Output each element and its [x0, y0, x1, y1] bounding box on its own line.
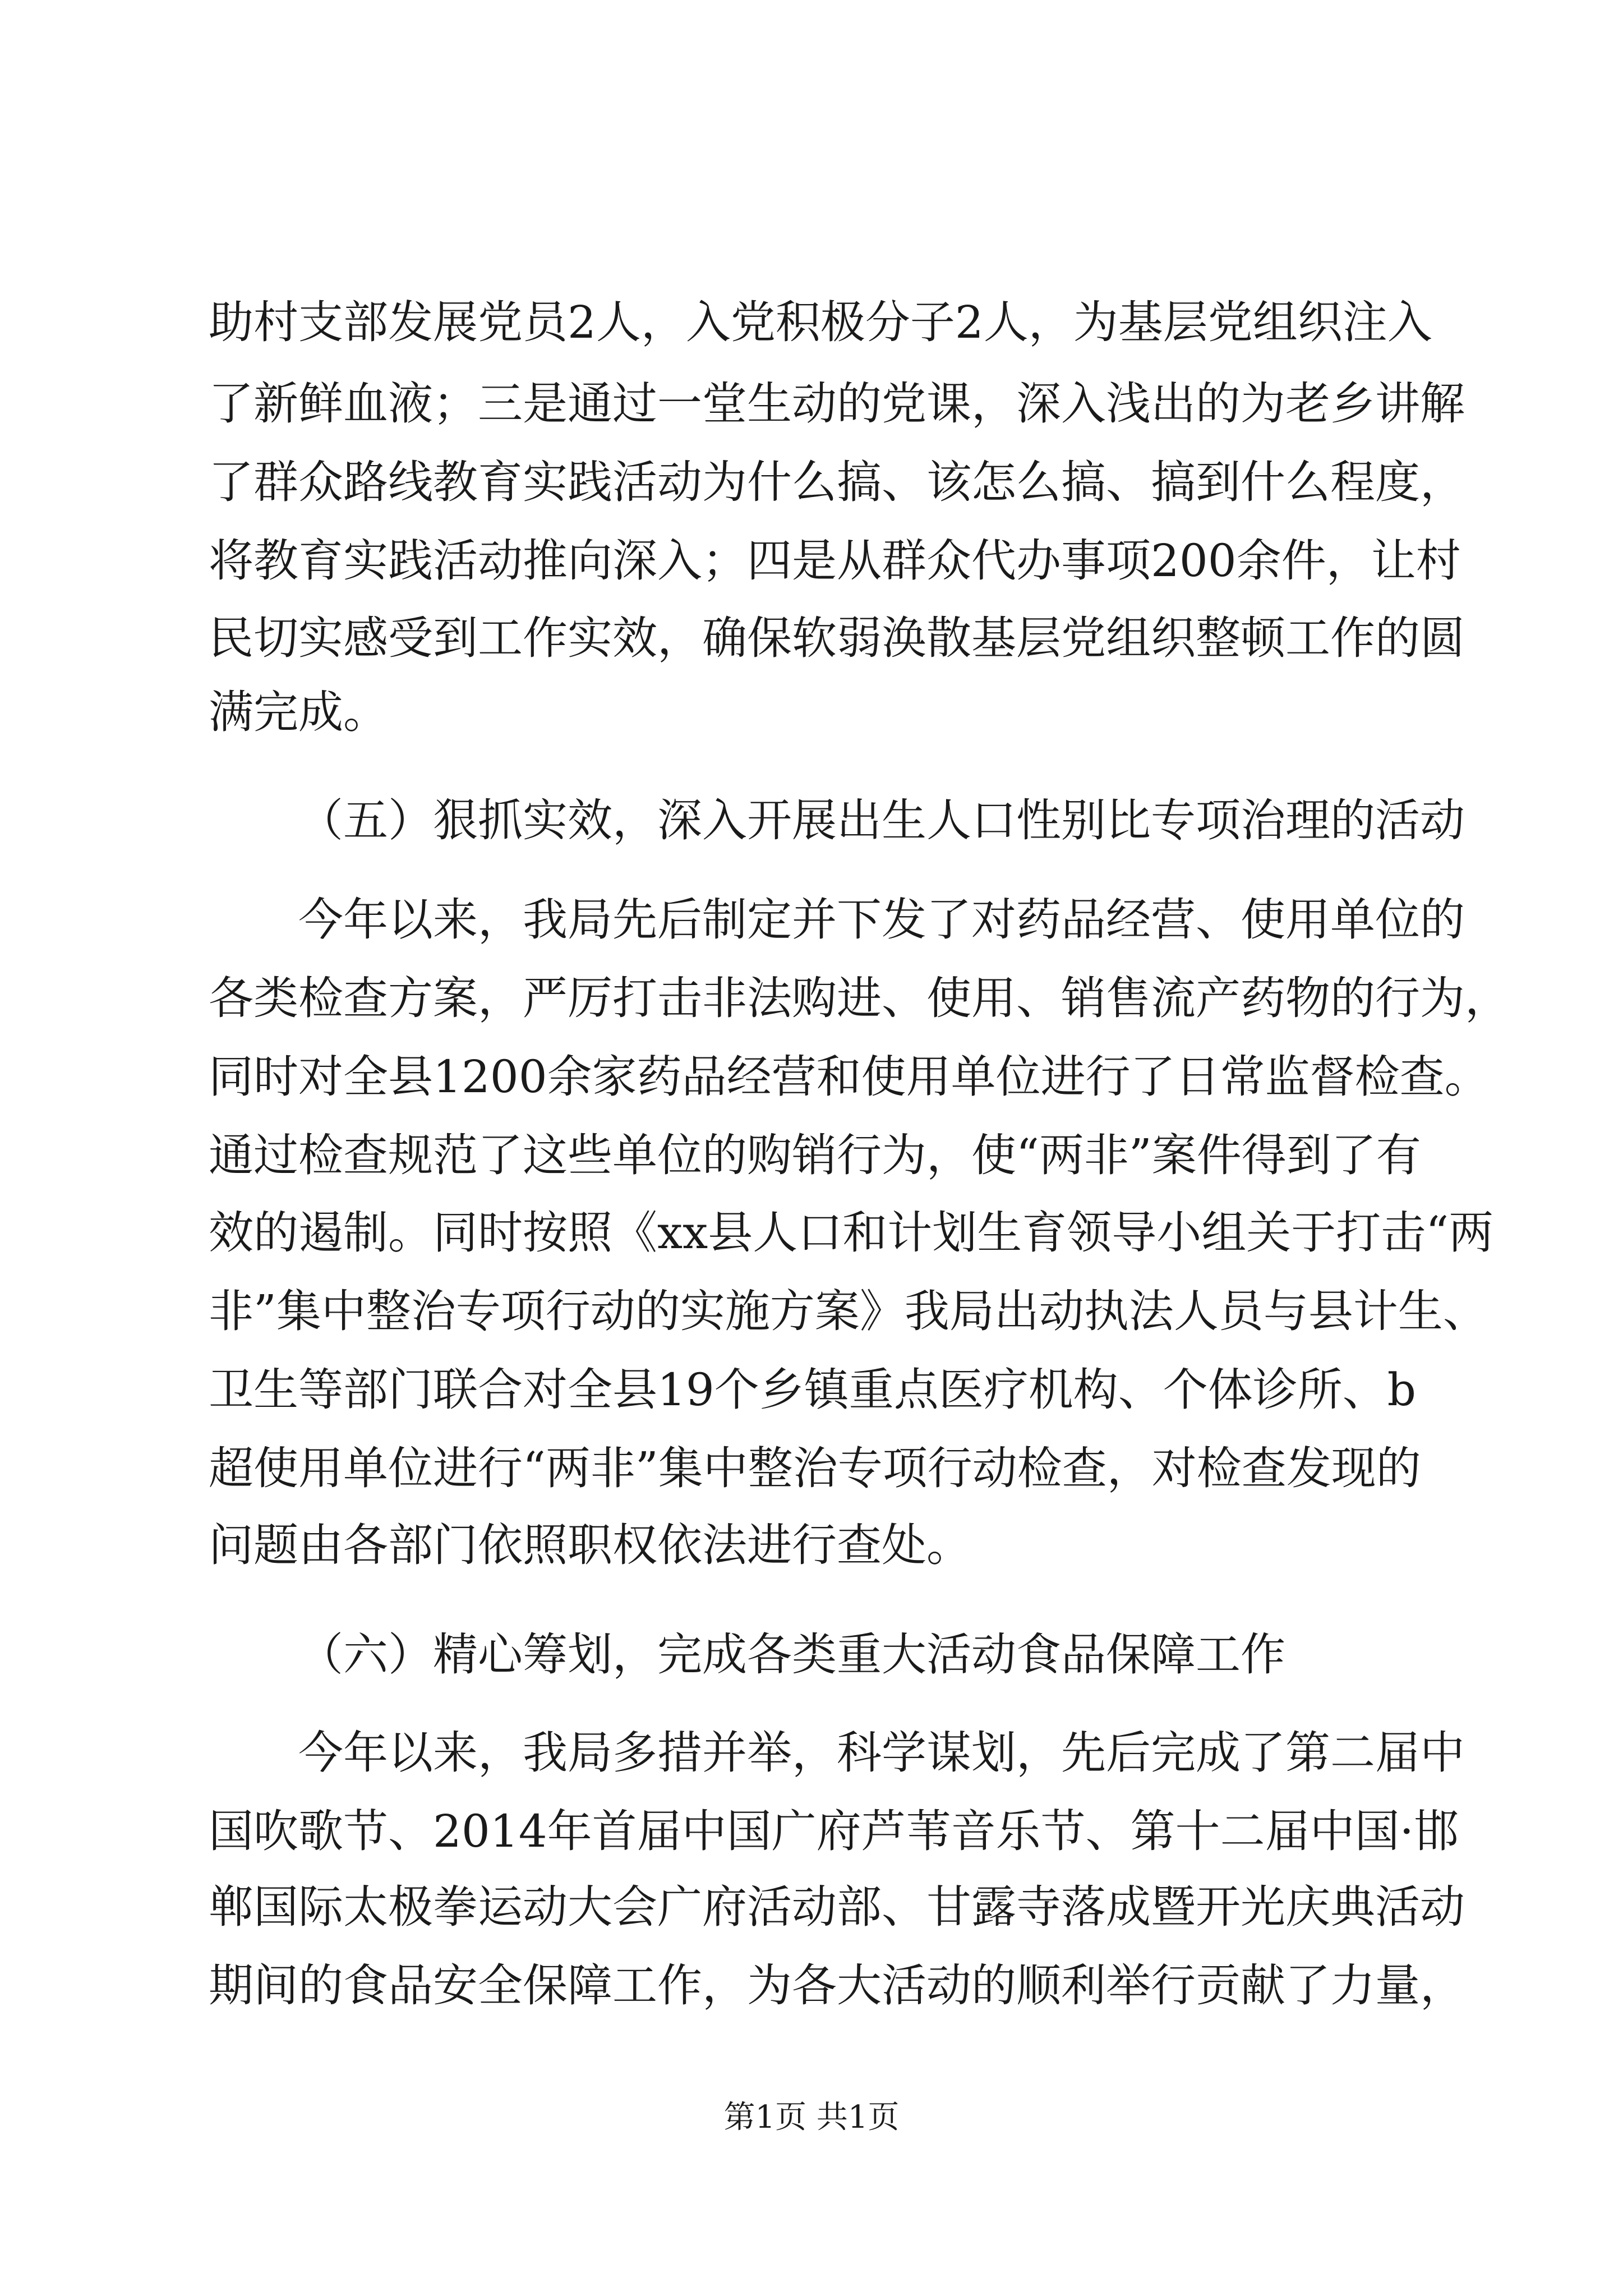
body-text-line: 超使用单位进行“两非”集中整治专项行动检查，对检查发现的 — [209, 1442, 1421, 1494]
section-heading: （五）狠抓实效，深入开展出生人口性别比专项治理的活动 — [298, 794, 1465, 846]
body-text-line: 助村支部发展党员2人，入党积极分子2人，为基层党组织注入 — [209, 296, 1432, 348]
body-text-line: 今年以来，我局先后制定并下发了对药品经营、使用单位的 — [298, 894, 1465, 946]
body-text-line: 同时对全县1200余家药品经营和使用单位进行了日常监督检查。 — [209, 1051, 1490, 1103]
body-text-line: 郸国际太极拳运动大会广府活动部、甘露寺落成暨开光庆典活动 — [209, 1881, 1465, 1933]
body-text-line: 了群众路线教育实践活动为什么搞、该怎么搞、搞到什么程度， — [209, 456, 1465, 508]
body-text-line: 各类检查方案，严厉打击非法购进、使用、销售流产药物的行为， — [209, 972, 1510, 1024]
body-text-line: 满完成。 — [209, 686, 388, 738]
body-text-line: 通过检查规范了这些单位的购销行为，使“两非”案件得到了有 — [209, 1129, 1421, 1181]
body-text-line: 期间的食品安全保障工作，为各大活动的顺利举行贡献了力量， — [209, 1959, 1465, 2012]
body-text-line: 了新鲜血液；三是通过一堂生动的党课，深入浅出的为老乡讲解 — [209, 378, 1465, 430]
body-text-line: 国吹歌节、2014年首届中国广府芦苇音乐节、第十二届中国·邯 — [209, 1805, 1459, 1857]
body-text-line: 卫生等部门联合对全县19个乡镇重点医疗机构、个体诊所、b — [209, 1364, 1417, 1416]
body-text-line: 效的遏制。同时按照《xx县人口和计划生育领导小组关于打击“两 — [209, 1207, 1494, 1259]
section-heading: （六）精心筹划，完成各类重大活动食品保障工作 — [298, 1628, 1285, 1681]
page-footer: 第1页 共1页 — [723, 2099, 900, 2136]
body-text-line: 今年以来，我局多措并举，科学谋划，先后完成了第二届中 — [298, 1727, 1465, 1779]
body-text-line: 将教育实践活动推向深入；四是从群众代办事项200余件，让村 — [209, 535, 1461, 587]
body-text-line: 民切实感受到工作实效，确保软弱涣散基层党组织整顿工作的圆 — [209, 612, 1465, 664]
body-text-line: 问题由各部门依照职权依法进行查处。 — [209, 1519, 971, 1571]
body-text-line: 非”集中整治专项行动的实施方案》我局出动执法人员与县计生、 — [209, 1285, 1488, 1337]
